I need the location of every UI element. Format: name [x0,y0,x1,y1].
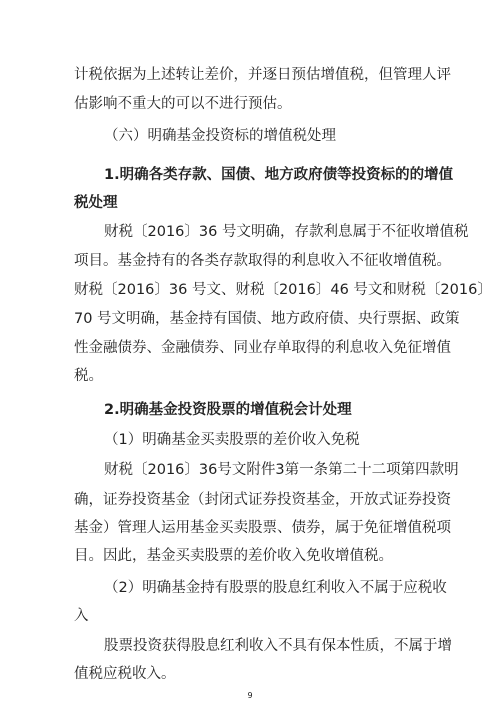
body-text-line: 估影响不重大的可以不进行预估。 [74,96,292,112]
page-number: 9 [247,691,253,700]
body-text-line: 基金）管理人运用基金买卖股票、债券，属于免征增值税项 [74,520,451,536]
body-text-line: 计税依据为上述转让差价，并逐日预估增值税，但管理人评 [74,67,451,83]
body-text-line: 财税〔2016〕36 号文、财税〔2016〕46 号文和财税〔2016〕 [74,282,492,298]
body-text-line: 财税〔2016〕36号文附件3第一条第二十二项第四款明 [104,462,459,478]
body-text-line: 确，证券投资基金（封闭式证券投资基金，开放式证券投资 [74,492,451,508]
body-text-line: 值税应税收入。 [74,666,176,682]
item-heading: （2）明确基金持有股票的股息红利收入不属于应税收 [104,580,447,596]
item-heading-continued: 入 [74,608,89,624]
body-text-line: 性金融债券、金融债券、同业存单取得的利息收入免征增值 [74,340,451,356]
subsection-heading-continued: 税处理 [74,195,118,211]
item-heading: （1）明确基金买卖股票的差价收入免税 [104,432,360,448]
body-text-line: 财税〔2016〕36 号文明确，存款利息属于不征收增值税 [104,224,469,240]
body-text-line: 70 号文明确，基金持有国债、地方政府债、央行票据、政策 [74,311,460,327]
subsection-heading: 1.明确各类存款、国债、地方政府债等投资标的的增值 [104,167,454,183]
body-text-line: 项目。基金持有的各类存款取得的利息收入不征收增值税。 [74,253,451,269]
subsection-heading: 2.明确基金投资股票的增值税会计处理 [104,402,352,418]
body-text-line: 股票投资获得股息红利收入不具有保本性质，不属于增 [104,638,452,654]
body-text-line: 税。 [74,368,103,384]
section-heading: （六）明确基金投资标的增值税处理 [104,128,336,144]
body-text-line: 目。因此，基金买卖股票的差价收入免收增值税。 [74,548,393,564]
